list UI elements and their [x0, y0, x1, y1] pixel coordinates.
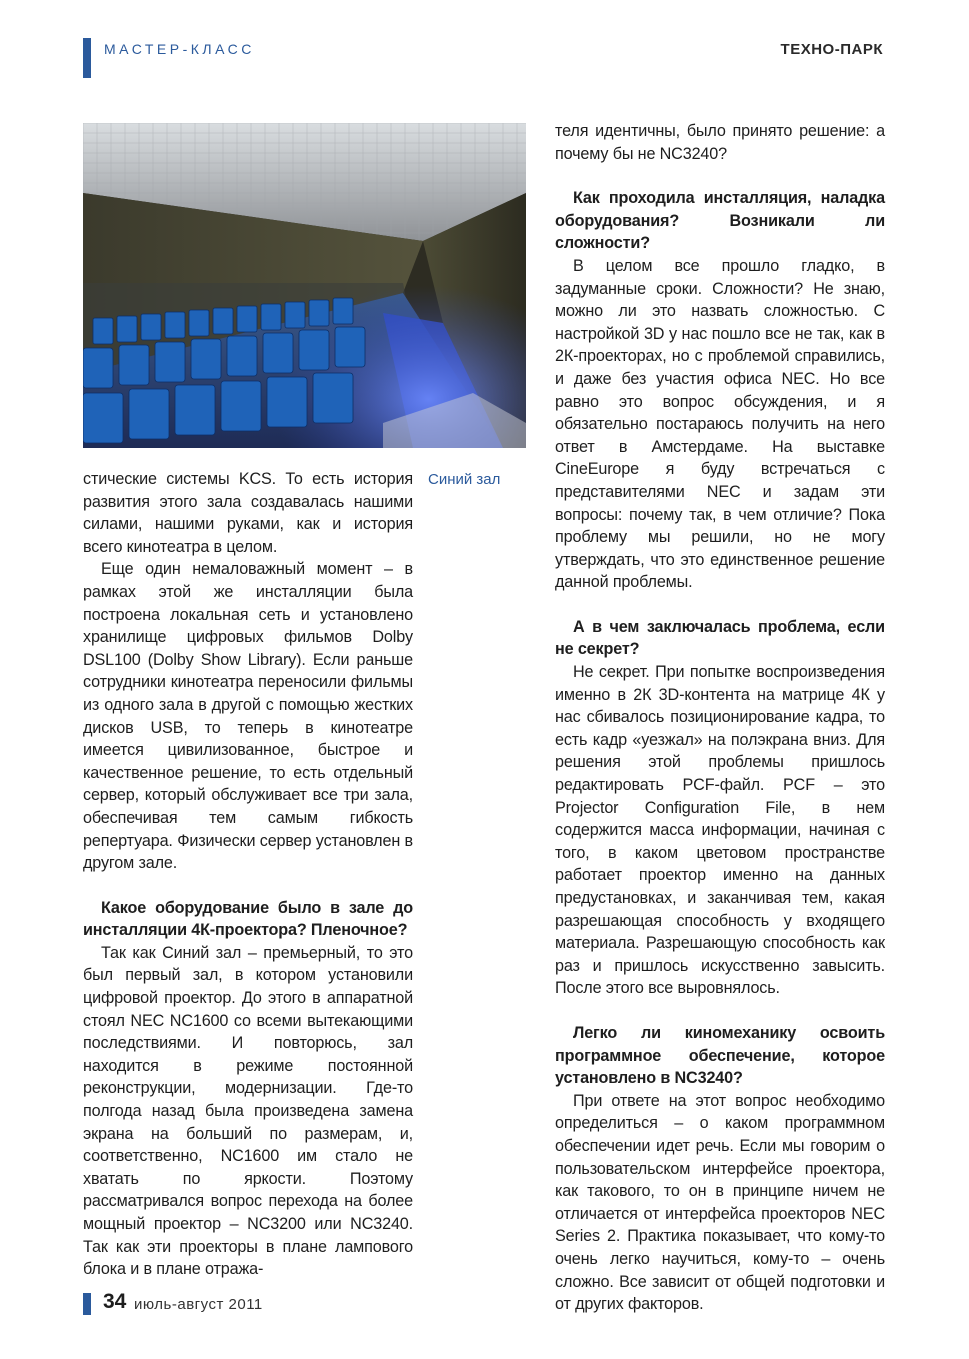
right-column: [555, 120, 885, 1316]
page-number: 34: [103, 1290, 127, 1313]
paragraph: В целом все прошло гладко, в задуманные сроки. Сложности? Не знаю, можно ли это назвать сложностью. С настройкой 3D у нас пошло все не так, как в 2К-проекторах, но с проблемой справились, и даже без участия офиса NEC. Но все равно это вопрос обсуждения, и я обязательно постараюсь получить на него ответ в Амстердаме. На выставке CineEurope я буду встречаться с представителями NEC и задам эти вопросы: почему так, в чем отличие? Пока проблему мы решили, но не могу утверждать, что это единственное решение данной проблемы.: [555, 256, 885, 592]
paragraph: При ответе на этот вопрос необходимо определиться – о каком программном обеспечении идет речь. Если мы говорим о пользовательском интерфейсе проектора, как такового, то он в принципе ничем не отличается от интерфейса проекторов NEC Series 2. Практика показывает, что кому-то очень легко научиться, кому-то – очень сложно. Все зависит от общей подготовки и от других факторов.: [555, 1091, 885, 1314]
interview-question: Какое оборудование было в зале до инсталляции 4К-проектора? Пленочное?: [83, 898, 413, 940]
left-column: [83, 468, 413, 1281]
footer-accent-bar: [83, 1293, 91, 1315]
interview-question: А в чем заключалась проблема, если не секрет?: [555, 617, 885, 659]
paragraph: Не секрет. При попытке воспроизведения именно в 2К 3D-контента на матрице 4К у нас сбивалось позиционирование кадра, то есть кадр «уезжал» на полэкрана вниз. Для решения этой проблемы пришлось редактировать PCF-файл. PCF – это Projector Configuration File, в нем содержится масса информации, начиная с того, в каком цветовом пространстве работает проектор именно на данных предустановках, и заканчивая тем, какая разрешающая способность у входящего материала. Разрешающую способность как раз и пришлось искусственно завысить. После этого все выровнялось.: [555, 663, 885, 998]
paragraph: стические системы KCS. То есть история развития этого зала создавалась нашими силами, нашими руками, как и история всего кинотеатра в целом.: [83, 470, 413, 556]
interview-question: Легко ли киномеханику освоить программное обеспечение, которое установлено в NC3240?: [555, 1023, 885, 1088]
interview-question: Как проходила инсталляция, наладка оборудования? Возникали ли сложности?: [555, 189, 885, 253]
issue-date: июль-август 2011: [134, 1296, 263, 1313]
section-label: МАСТЕР-КЛАСС: [104, 41, 255, 57]
magazine-name: ТЕХНО-ПАРК: [780, 41, 883, 58]
paragraph: Так как Синий зал – премьерный, то это был первый зал, в котором установили цифровой проектор. До этого в аппаратной стоял NEC NC1600 со всеми вытекающими последствиями. И повторюсь, зал находится в режиме постоянной реконструкции, модернизации. Где-то полгода назад была произведена замена экрана на больший по размерам, и, соответственно, NC1600 им стало не хватать по яркости. Поэтому рассматривался вопрос перехода на более мощный проектор – NC3200 или NC3240. Так как эти проекторы в плане лампового блока и в плане отража-: [83, 943, 413, 1279]
paragraph: Еще один немаловажный момент – в рамках этой же инсталляции была построена локальная сеть и установлено хранилище цифровых фильмов Dolby DSL100 (Dolby Show Library). Если раньше сотрудники кинотеатра переносили фильмы из одного зала в другой с помощью жестких дисков USB, то теперь в кинотеатре имеется цивилизованное, быстрое и качественное решение, то есть отдельный сервер, который обслуживает все три зала, обеспечивая тем самым гибкость репертуара. Физически сервер установлен в другом зале.: [83, 560, 413, 873]
paragraph: теля идентичны, было принято решение: а почему бы не NC3240?: [555, 122, 885, 163]
photo-caption: Синий зал: [428, 471, 501, 488]
header-accent-bar: [83, 38, 91, 78]
cinema-hall-photo: [83, 123, 526, 448]
